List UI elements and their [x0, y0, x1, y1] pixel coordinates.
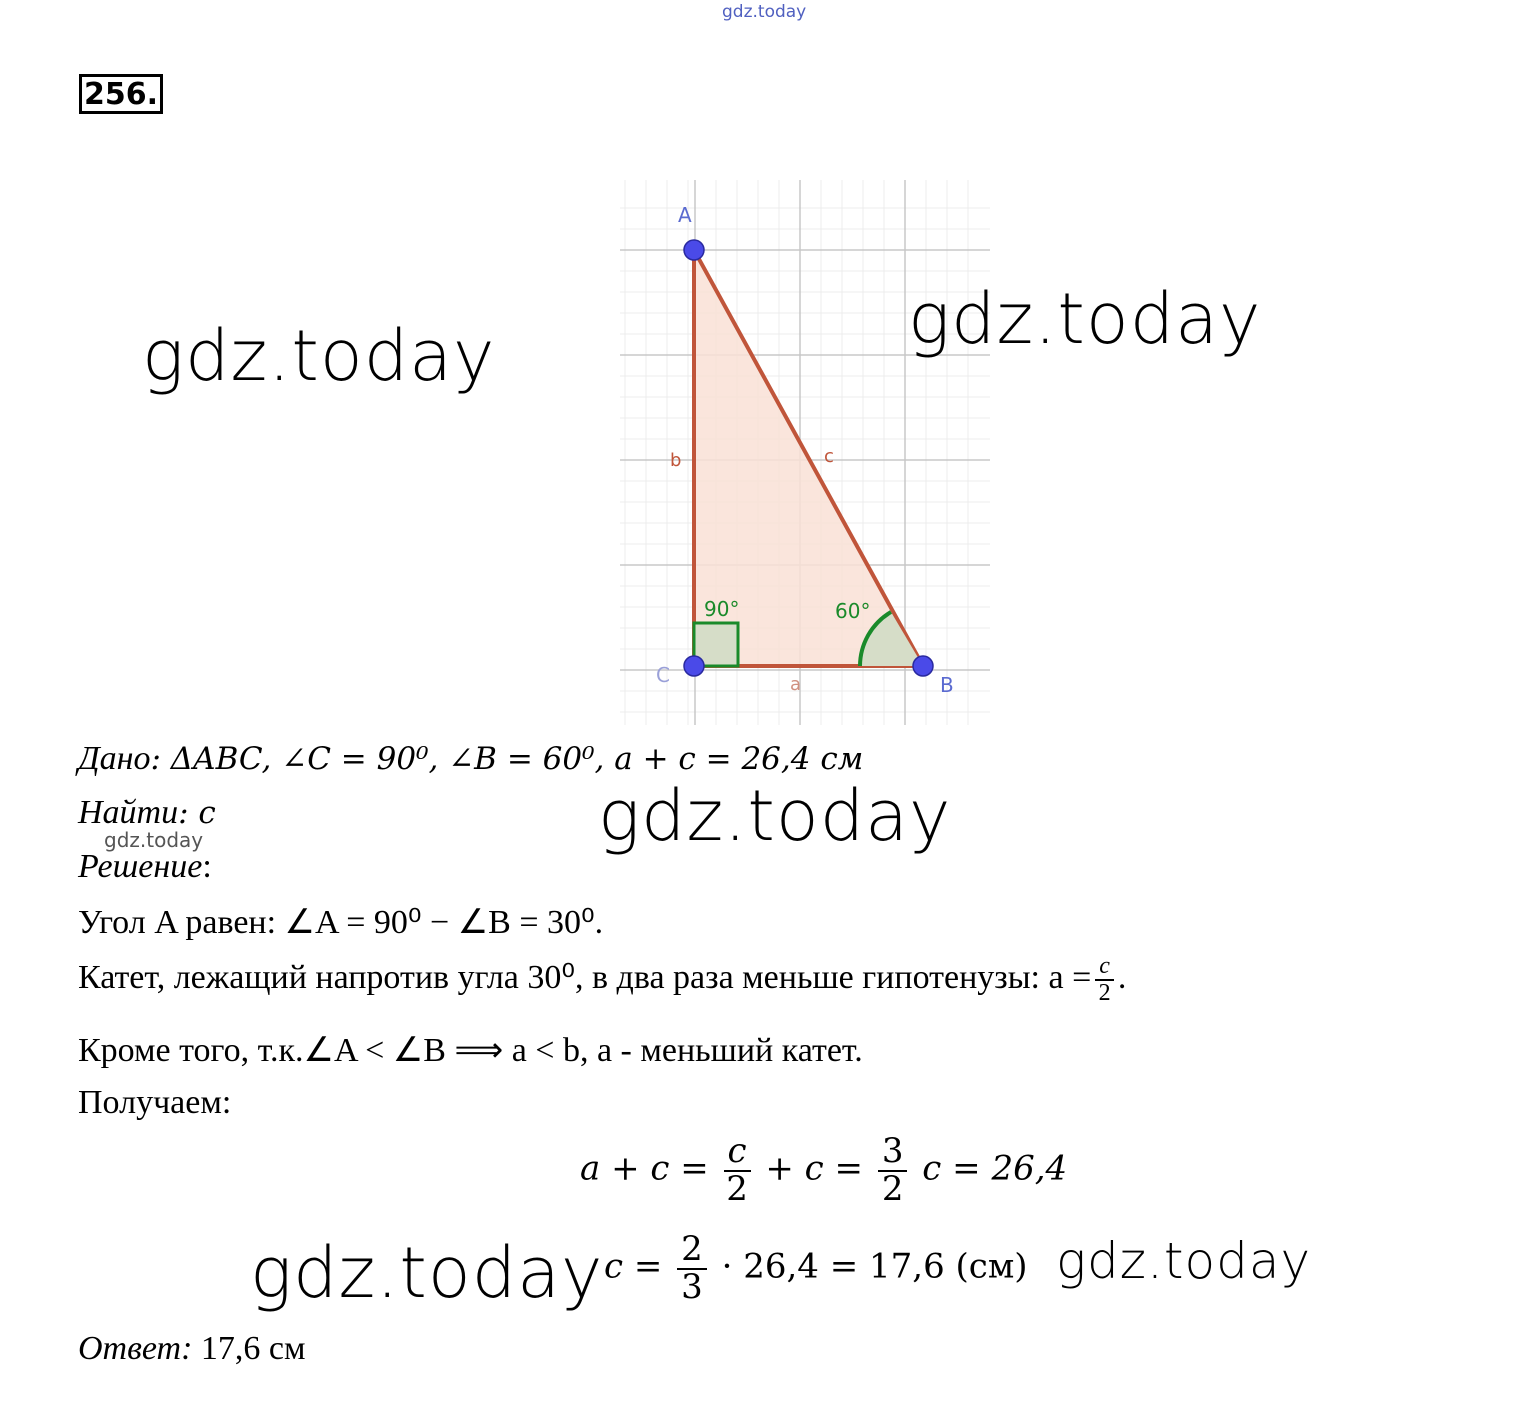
eq2-part-a: c = [604, 1246, 663, 1287]
triangle-figure [620, 180, 995, 725]
eq1-part-b: + c = [765, 1148, 864, 1189]
eq1-frac1-num: c [724, 1134, 751, 1172]
line2-fraction-den: 2 [1098, 980, 1111, 1007]
solution-line-4: Получаем: [78, 1084, 232, 1121]
header-watermark: gdz.today [722, 2, 807, 22]
vertex-a-label: A [678, 203, 692, 227]
solution-colon: : [202, 848, 212, 885]
eq1-frac1-den: 2 [726, 1168, 748, 1209]
watermark-right: gdz.today [908, 278, 1262, 360]
equation-2 [604, 1229, 1028, 1307]
eq1-frac2-den: 2 [881, 1168, 904, 1209]
watermark-center: gdz.today [598, 775, 952, 857]
watermark-bottom-right: gdz.today [1056, 1232, 1312, 1290]
given-line [78, 740, 863, 778]
solution-line-1: Угол A равен: ∠A = 90⁰ − ∠B = 30⁰. [78, 904, 604, 941]
answer-value: 17,6 см [192, 1330, 306, 1367]
angle-c-label: 90° [704, 597, 740, 621]
answer-line [78, 1330, 306, 1368]
find-label: Найти [78, 794, 179, 831]
watermark-bottom-left: gdz.today [250, 1232, 604, 1314]
vertex-b-label: B [940, 673, 954, 697]
eq1-frac2-num: 3 [878, 1134, 908, 1172]
solution-line [78, 848, 212, 886]
answer-label: Ответ: [78, 1330, 193, 1367]
find-value: : c [178, 795, 216, 831]
solution-label: Решение [78, 848, 203, 885]
find-line [78, 794, 216, 832]
angle-b-label: 60° [835, 599, 871, 623]
line2-end: . [1117, 958, 1127, 996]
side-c-label: c [824, 446, 834, 467]
point-c [684, 656, 704, 676]
solution-line-3: Кроме того, т.к.∠A < ∠B ⟹ a < b, a - меньший катет. [78, 1032, 863, 1069]
watermark-left: gdz.today [142, 315, 496, 397]
problem-number: 256. [79, 74, 163, 114]
point-b [913, 656, 933, 676]
eq2-frac-num: 2 [677, 1232, 707, 1270]
given-value: : ΔABC, ∠C = 90⁰, ∠B = 60⁰, a + c = 26,4 см [150, 741, 864, 777]
side-b-label: b [670, 450, 682, 471]
vertex-c-label: C [656, 663, 670, 687]
solution-line-2 [78, 954, 1126, 1006]
eq2-frac-den: 3 [681, 1266, 703, 1307]
watermark-small: gdz.today [104, 828, 204, 852]
line2-fraction-num: c [1095, 954, 1114, 981]
eq1-part-a: a + c = [580, 1148, 709, 1189]
given-label: Дано [78, 740, 151, 777]
equation-1 [580, 1131, 1068, 1209]
eq2-part-b: · 26,4 = 17,6 (см) [721, 1246, 1028, 1287]
side-a-label: a [790, 674, 802, 695]
point-a [684, 240, 704, 260]
eq1-part-c: c = 26,4 [922, 1148, 1068, 1189]
line2-text: Катет, лежащий напротив угла 30⁰, в два раза меньше гипотенузы: a = [78, 958, 1092, 996]
